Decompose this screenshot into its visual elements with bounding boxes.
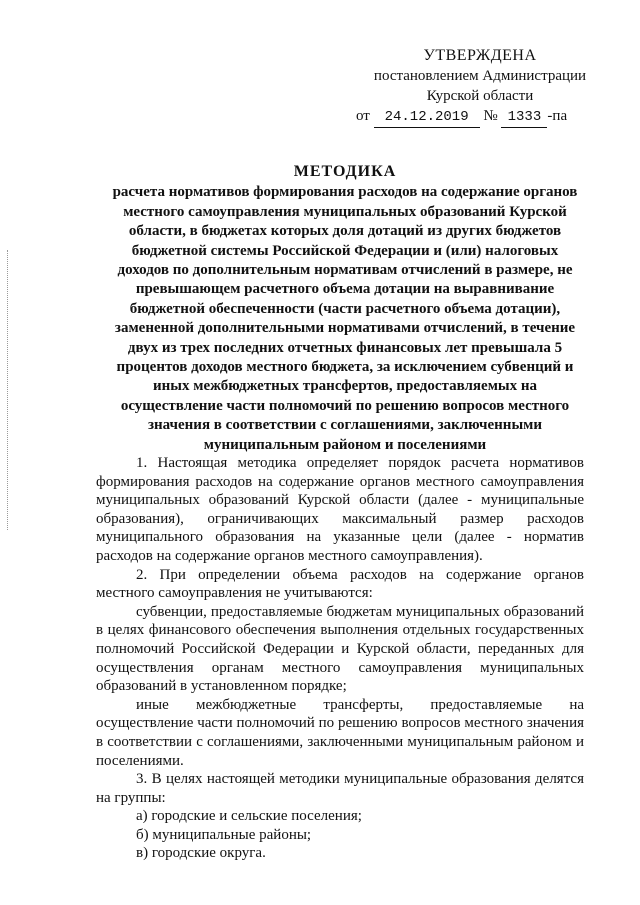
list-item-b: б) муниципальные районы; [136,826,312,843]
order-line [340,106,620,128]
paragraph-3: субвенции, предоставляемые бюджетам муниципальных образований в целях финансового обеспечения выполнения отдельных государственных полномочий Российской Федерации и Курской области, переданных для осуществления органам местного самоуправления муниципальных образований в установленном порядке; [96,603,584,695]
paragraph-4: иные межбюджетные трансферты, предоставляемые на осуществление части полномочий по решению вопросов местного значения в соответствии с соглашениями, заключенными муниципальным районом и поселениями. [96,696,584,769]
document-heading [100,162,590,455]
approval-line-1: постановлением Администрации [373,68,587,84]
order-number: 1333 [501,107,547,128]
list-item-c: в) городские округа. [136,845,266,862]
from-label: от [356,108,370,124]
approval-line-2: Курской области [426,88,534,104]
scan-margin-marks [7,250,12,530]
number-label: № [483,108,498,124]
paragraph-1: 1. Настоящая методика определяет порядок расчета нормативов формирования расходов на содержание органов местного самоуправления муниципальных образований Курской области (далее - муниципальные образования), ограничивающих максимальный размер расходов муниципального образования на указанные цели (далее - норматив расходов на содержание органов местного самоуправления). [96,455,584,564]
list-item-a: а) городские и сельские поселения; [136,808,362,825]
order-date: 24.12.2019 [374,107,480,128]
number-suffix: -па [547,108,568,124]
document-title: МЕТОДИКА [293,163,397,180]
approval-title: УТВЕРЖДЕНА [423,47,537,64]
document-subtitle: расчета нормативов формирования расходов на содержание органов местного самоуправления муниципальных образований Курской области, в бюджетах которых доля дотаций из других бюджетов бюджетной системы Российской Федерации и (или) налоговых доходов по дополнительным нормативам отчислений в размере, не превышающем расчетного объема дотации на выравнивание бюджетной обеспеченности (части расчетного объема дотации), замененной дополнительными нормативами отчислений, в течение двух из трех последних отчетных финансовых лет превышала 5 процентов доходов местного бюджета, за исключением субвенций и иных межбюджетных трансфертов, предоставляемых на осуществление части полномочий по решению вопросов местного значения в соответствии с соглашениями, заключенными муниципальным районом и поселениями [112,184,578,453]
approval-stamp [340,46,620,128]
document-body [96,454,584,863]
paragraph-5: 3. В целях настоящей методики муниципальные образования делятся на группы: [96,771,584,806]
paragraph-2: 2. При определении объема расходов на содержание органов местного самоуправления не учитываются: [96,566,584,602]
